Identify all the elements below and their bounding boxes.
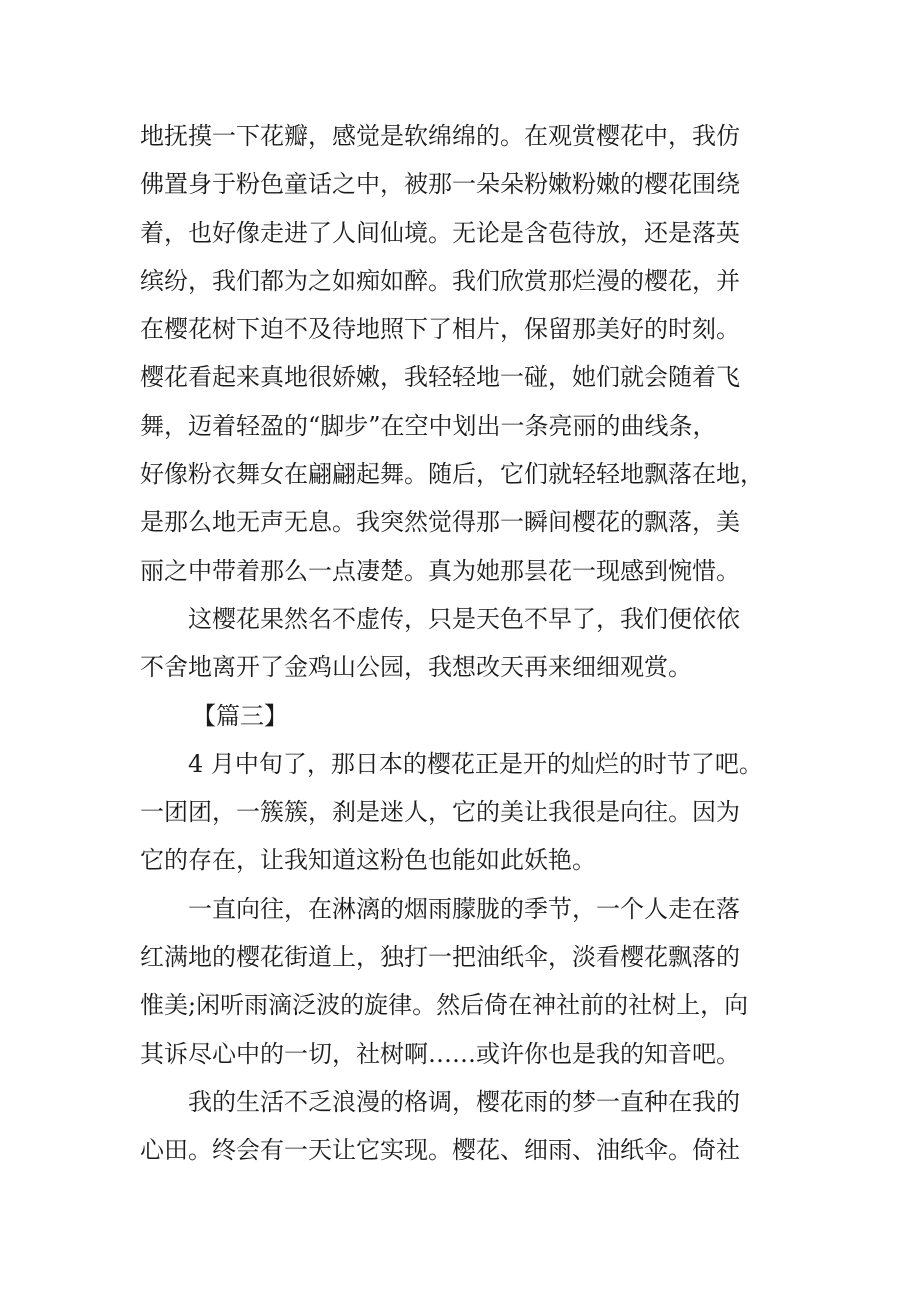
text-line: 好像粉衣舞女在翩翩起舞。随后，它们就轻轻地飘落在地，: [140, 460, 764, 489]
text-line: 是那么地无声无息。我突然觉得那一瞬间樱花的飘落，美: [140, 508, 740, 537]
text-line: 红满地的樱花街道上，独打一把油纸伞，淡看樱花飘落的: [140, 943, 740, 972]
text-line: 它的存在，让我知道这粉色也能如此妖艳。: [140, 846, 596, 875]
body-text: [140, 112, 780, 1175]
text-line: 惟美;闲听雨滴泛波的旋律。然后倚在神社前的社树上，向: [140, 991, 749, 1020]
text-line: 舞，迈着轻盈的“脚步”在空中划出一条亮丽的曲线条，: [140, 411, 717, 440]
text-line: 着，也好像走进了人间仙境。无论是含苞待放，还是落英: [140, 218, 740, 247]
text-line: 不舍地离开了金鸡山公园，我想改天再来细细观赏。: [140, 653, 692, 682]
text-line: 心田。终会有一天让它实现。樱花、细雨、油纸伞。倚社: [140, 1136, 740, 1165]
paragraph-start-line: 一直向往，在淋漓的烟雨朦胧的季节，一个人走在落: [188, 894, 740, 923]
text-line: 一团团，一簇簇，刹是迷人，它的美让我很是向往。因为: [140, 798, 740, 827]
text-line: 丽之中带着那么一点凄楚。真为她那昙花一现感到惋惜。: [140, 556, 740, 585]
text-line: 缤纷，我们都为之如痴如醉。我们欣赏那烂漫的樱花，并: [140, 266, 740, 295]
paragraph-start-line: 4 月中旬了，那日本的樱花正是开的灿烂的时节了吧。: [188, 749, 763, 778]
paragraph-start-line: 我的生活不乏浪漫的格调，樱花雨的梦一直种在我的: [188, 1087, 740, 1116]
text-line: 樱花看起来真地很娇嫩，我轻轻地一碰，她们就会随着飞: [140, 363, 740, 392]
text-line: 佛置身于粉色童话之中，被那一朵朵粉嫩粉嫩的樱花围绕: [140, 170, 740, 199]
section-heading: 【篇三】: [192, 701, 288, 730]
paragraph-start-line: 这樱花果然名不虚传，只是天色不早了，我们便依依: [188, 604, 740, 633]
text-line: 在樱花树下迫不及待地照下了相片，保留那美好的时刻。: [140, 315, 740, 344]
text-line: 其诉尽心中的一切，社树啊……或许你也是我的知音吧。: [140, 1039, 740, 1068]
text-line: 地抚摸一下花瓣，感觉是软绵绵的。在观赏樱花中，我仿: [140, 122, 740, 150]
